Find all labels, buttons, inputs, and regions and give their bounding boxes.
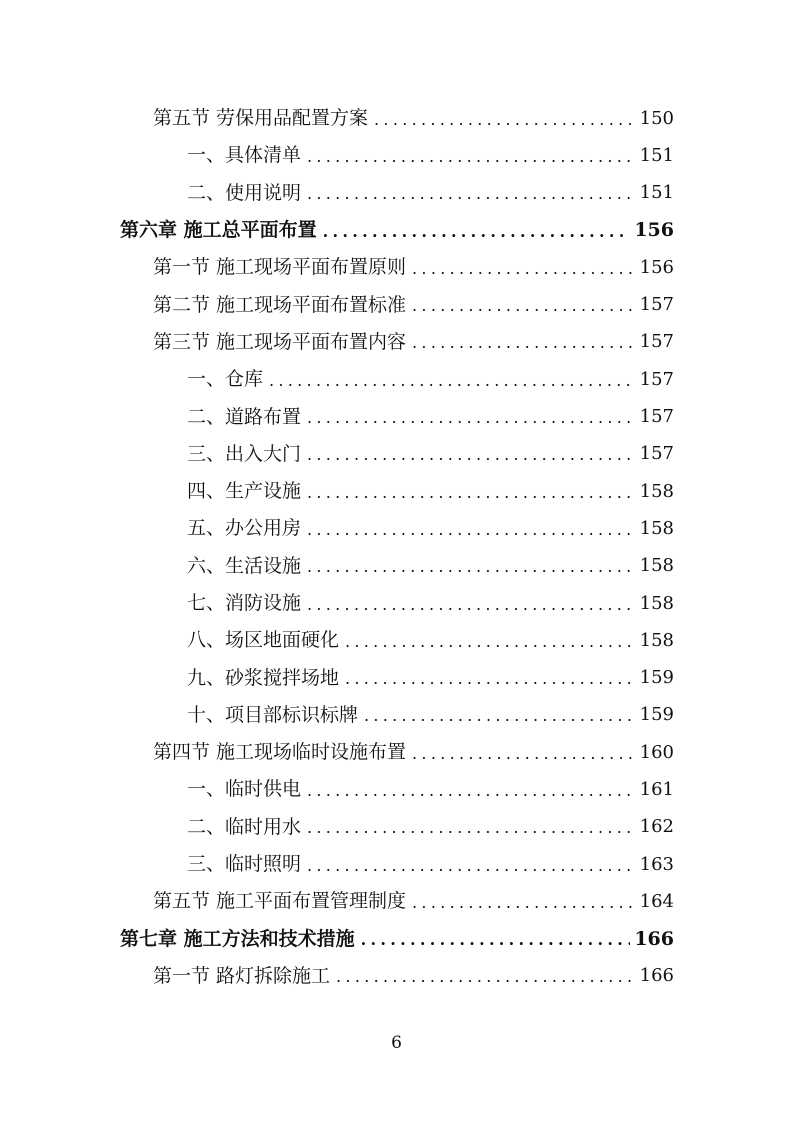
toc-leader-dots [269,373,636,389]
toc-entry-label: 七、消防设施 [187,592,302,614]
toc-entry-label: 第四节 施工现场临时设施布置 [153,741,407,764]
toc-entry-section[interactable] [0,958,793,995]
toc-entry-label: 六、生活设施 [187,554,302,577]
toc-entry-section[interactable] [0,883,793,920]
toc-leader-dots [412,746,636,762]
toc-leader-dots [345,634,636,650]
toc-entry-page: 166 [639,965,674,987]
toc-entry-section[interactable] [0,100,793,137]
toc-entry-label: 一、仓库 [187,368,264,391]
toc-entry-label: 三、出入大门 [187,442,302,465]
toc-entry-section[interactable] [0,734,793,771]
toc-entry-page: 157 [639,294,674,316]
toc-leader-dots [364,708,636,724]
toc-entry-subsection[interactable] [0,846,793,883]
toc-entry-label: 八、场区地面硬化 [187,629,340,652]
toc-entry-page: 162 [639,816,674,838]
toc-entry-page: 163 [639,853,674,875]
toc-entry-page: 157 [639,443,674,465]
toc-entry-subsection[interactable] [0,436,793,473]
toc-leader-dots [307,522,636,538]
toc-leader-dots [307,783,636,799]
toc-entry-subsection[interactable] [0,809,793,846]
toc-entry-chapter[interactable] [0,921,793,958]
toc-leader-dots [307,820,636,836]
toc-entry-page: 151 [639,144,674,166]
toc-entry-label: 十、项目部标识标牌 [187,703,359,726]
toc-entry-label: 第三节 施工现场平面布置内容 [153,330,407,353]
toc-leader-dots [323,224,631,240]
toc-entry-page: 158 [639,517,674,539]
toc-entry-page: 157 [639,331,674,353]
toc-entry-label: 第五节 劳保用品配置方案 [153,107,369,130]
toc-entry-label: 九、砂浆搅拌场地 [187,666,340,689]
toc-entry-label: 第一节 路灯拆除施工 [153,964,331,987]
toc-entry-label: 五、办公用房 [187,517,302,540]
toc-entry-chapter[interactable] [0,212,793,249]
toc-entry-page: 158 [639,592,674,614]
toc-entry-page: 151 [639,182,674,204]
toc-entry-subsection[interactable] [0,473,793,510]
toc-entry-section[interactable] [0,324,793,361]
toc-entry-subsection[interactable] [0,510,793,547]
toc-leader-dots [412,298,636,314]
toc-entry-subsection[interactable] [0,771,793,808]
toc-entry-page: 150 [639,107,674,129]
toc-entry-label: 一、临时供电 [187,778,302,801]
toc-leader-dots [336,969,636,985]
toc-leader-dots [307,559,636,575]
toc-entry-subsection[interactable] [0,659,793,696]
toc-entry-page: 164 [639,890,674,912]
toc-leader-dots [307,447,636,463]
toc-entry-page: 159 [639,704,674,726]
toc-entry-page: 156 [634,219,674,242]
toc-entry-page: 156 [639,256,674,278]
toc-entry-label: 二、道路布置 [187,405,302,428]
toc-entry-page: 166 [634,927,674,950]
toc-entry-subsection[interactable] [0,175,793,212]
toc-entry-page: 157 [639,406,674,428]
toc-leader-dots [307,186,636,202]
toc-entry-subsection[interactable] [0,548,793,585]
toc-leader-dots [412,895,636,911]
toc-leader-dots [412,335,636,351]
toc-leader-dots [307,858,636,874]
toc-leader-dots [307,410,636,426]
toc-entry-section[interactable] [0,286,793,323]
toc-entry-subsection[interactable] [0,622,793,659]
toc-entry-subsection[interactable] [0,697,793,734]
toc-entry-label: 二、临时用水 [187,815,302,838]
toc-entry-page: 157 [639,368,674,390]
toc-leader-dots [361,932,631,948]
toc-entry-label: 三、临时照明 [187,853,302,876]
toc-entry-page: 159 [639,667,674,689]
toc-entry-subsection[interactable] [0,361,793,398]
toc-entry-page: 158 [639,480,674,502]
toc-entry-label: 第五节 施工平面布置管理制度 [153,890,407,913]
toc-entry-label: 四、生产设施 [187,480,302,503]
toc-entry-section[interactable] [0,249,793,286]
toc-entry-page: 158 [639,629,674,651]
toc-entry-label: 一、具体清单 [187,144,302,167]
toc-entry-label: 第七章 施工方法和技术措施 [120,927,355,950]
toc-entry-page: 161 [639,778,674,800]
toc-entry-label: 二、使用说明 [187,181,302,204]
toc-entry-subsection[interactable] [0,585,793,622]
page-number: 6 [391,1033,402,1053]
toc-entry-label: 第六章 施工总平面布置 [120,219,317,242]
toc-entry-subsection[interactable] [0,398,793,435]
toc-entry-label: 第二节 施工现场平面布置标准 [153,293,407,316]
toc-leader-dots [374,112,636,128]
toc-leader-dots [307,149,636,165]
toc-entry-label: 第一节 施工现场平面布置原则 [153,256,407,279]
toc-entry-subsection[interactable] [0,137,793,174]
table-of-contents [0,100,793,995]
toc-entry-page: 160 [639,741,674,763]
toc-leader-dots [345,671,636,687]
toc-leader-dots [307,597,636,613]
toc-entry-page: 158 [639,555,674,577]
toc-leader-dots [412,261,636,277]
toc-leader-dots [307,485,636,501]
